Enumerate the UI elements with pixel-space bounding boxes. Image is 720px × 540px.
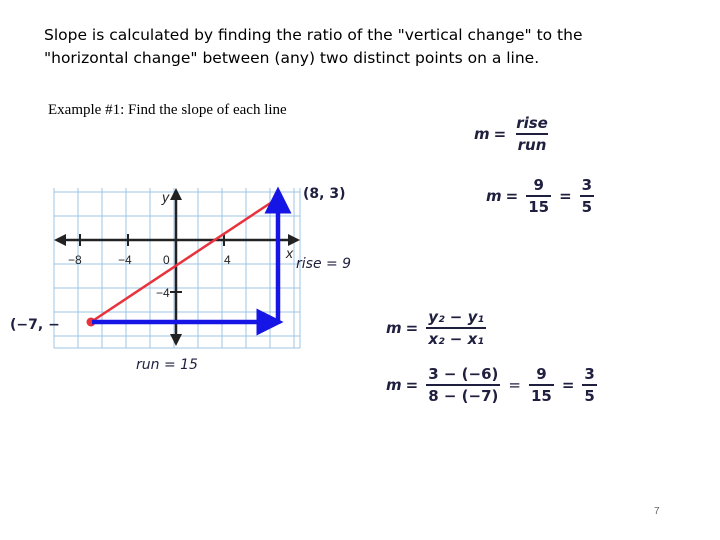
- eq2-numerator-1: 9: [533, 176, 544, 194]
- upper-point-label: (8, 3): [303, 186, 346, 202]
- eq1-fraction: [514, 114, 550, 154]
- eq2-equals: =: [505, 187, 519, 205]
- page-number: 7: [654, 506, 660, 517]
- rise-label: rise = 9: [296, 256, 352, 272]
- eq3-numerator: y₂ − y₁: [428, 308, 484, 326]
- eq1-equals: =: [493, 125, 507, 143]
- eq1-lhs: m: [474, 125, 490, 143]
- eq2-denominator-1: 15: [526, 195, 551, 216]
- eq3-fraction: [426, 308, 486, 348]
- eq4-denominator-2: 15: [529, 384, 554, 405]
- example-heading: Example #1: Find the slope of each line: [48, 102, 287, 118]
- axis-label-y: y: [162, 189, 169, 205]
- tick-label-neg4: −4: [118, 253, 132, 267]
- eq2-fraction-2: [580, 176, 594, 216]
- tick-label-neg8: −8: [68, 253, 82, 267]
- eq4-fraction-3: [582, 365, 596, 405]
- eq3-equals: =: [405, 319, 419, 337]
- equation-substitution: [386, 365, 601, 405]
- eq2-lhs: m: [486, 187, 502, 205]
- slope-graph: [0, 170, 380, 380]
- eq3-denominator: x₂ − x₁: [426, 327, 486, 348]
- eq3-lhs: m: [386, 319, 402, 337]
- eq2-denominator-2: 5: [580, 195, 594, 216]
- lower-point-label: (−7, −: [10, 317, 60, 333]
- eq4-fraction-2: [529, 365, 554, 405]
- intro-line-1: Slope is calculated by finding the ratio of the "vertical change" to the: [44, 26, 583, 44]
- eq4-equals-2: =: [508, 376, 521, 394]
- eq4-numerator-2: 9: [536, 365, 547, 383]
- eq1-denominator: run: [516, 133, 549, 154]
- eq2-equals-2: =: [559, 187, 572, 205]
- eq4-lhs: m: [386, 376, 402, 394]
- equation-slope-formula: [386, 308, 490, 348]
- eq4-equals-3: =: [561, 376, 575, 394]
- tick-label-neg4-y: −4: [156, 286, 170, 300]
- tick-label-zero: 0: [163, 253, 170, 267]
- eq4-denominator-1: 8 − (−7): [426, 384, 500, 405]
- eq4-denominator-3: 5: [582, 384, 596, 405]
- eq2-fraction-1: [526, 176, 551, 216]
- eq1-numerator: rise: [516, 114, 548, 132]
- eq4-numerator-3: 3: [584, 365, 595, 383]
- tick-label-pos4: 4: [224, 253, 231, 267]
- intro-text: [44, 24, 684, 70]
- eq4-fraction-1: [426, 365, 500, 405]
- equation-rise-over-run: [474, 114, 554, 154]
- intro-line-2: "horizontal change" between (any) two distinct points on a line.: [44, 49, 540, 67]
- run-label: run = 15: [136, 357, 198, 373]
- eq2-numerator-2: 3: [581, 176, 593, 194]
- eq4-numerator-1: 3 − (−6): [428, 365, 499, 383]
- axis-label-x: x: [286, 245, 293, 261]
- eq4-equals: =: [405, 376, 419, 394]
- equation-nine-fifteenths: [486, 176, 598, 216]
